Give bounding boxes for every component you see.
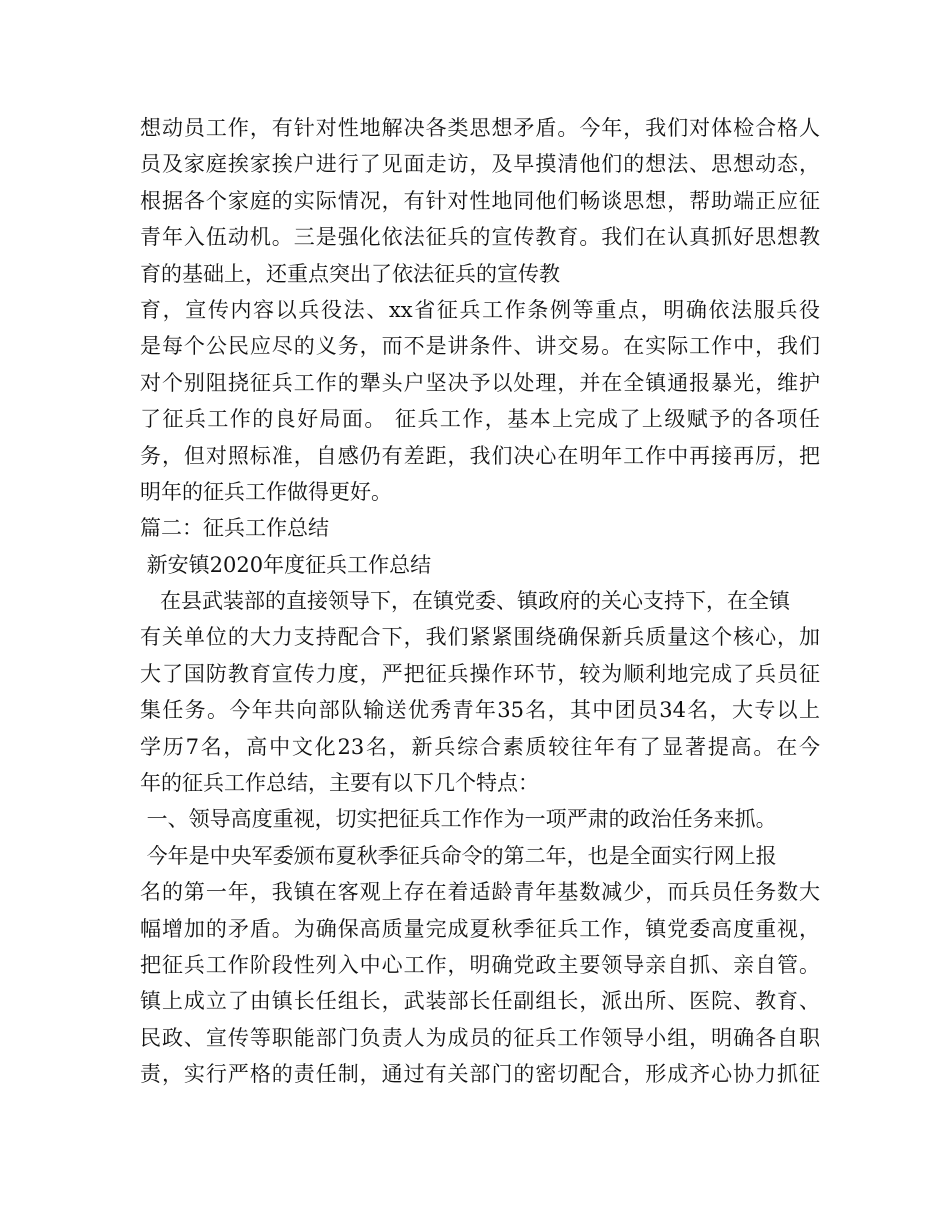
text-line: 育，宣传内容以兵役法、xx省征兵工作条例等重点，明确依法服兵役 (140, 297, 820, 322)
text-line: 对个别阻挠征兵工作的犟头户坚决予以处理，并在全镇通报暴光，维护 (140, 370, 820, 395)
text-line: 了征兵工作的良好局面。 征兵工作，基本上完成了上级赋予的各项任 (140, 407, 820, 432)
text-line: 有关单位的大力支持配合下，我们紧紧围绕确保新兵质量这个核心，加 (140, 625, 820, 650)
text-line: 幅增加的矛盾。为确保高质量完成夏秋季征兵工作，镇党委高度重视， (140, 916, 820, 941)
text-line: 青年入伍动机。三是强化依法征兵的宣传教育。我们在认真抓好思想教 (140, 225, 820, 250)
text-line: 民政、宣传等职能部门负责人为成员的征兵工作领导小组，明确各自职 (140, 1025, 820, 1050)
subsection-heading: 一、领导高度重视，切实把征兵工作作为一项严肃的政治任务来抓。 (140, 807, 777, 832)
section-heading: 篇二：征兵工作总结 (140, 516, 329, 541)
document-title: 新安镇2020年度征兵工作总结 (140, 552, 432, 577)
text-line: 是每个公民应尽的义务，而不是讲条件、讲交易。在实际工作中，我们 (140, 334, 820, 359)
text-line: 集任务。今年共向部队输送优秀青年35名，其中团员34名，大专以上 (140, 698, 820, 723)
text-line: 学历7名，高中文化23名，新兵综合素质较往年有了显著提高。在今 (140, 734, 820, 759)
text-line: 育的基础上，还重点突出了依法征兵的宣传教 (140, 261, 560, 286)
text-line: 责，实行严格的责任制，通过有关部门的密切配合，形成齐心协力抓征 (140, 1062, 820, 1087)
text-line: 根据各个家庭的实际情况，有针对性地同他们畅谈思想，帮助端正应征 (140, 188, 820, 213)
text-line: 年的征兵工作总结，主要有以下几个特点： (140, 771, 539, 796)
text-line: 名的第一年，我镇在客观上存在着适龄青年基数减少，而兵员任务数大 (140, 880, 820, 905)
text-line: 员及家庭挨家挨户进行了见面走访，及早摸清他们的想法、思想动态， (140, 152, 820, 177)
document-body (140, 110, 820, 1093)
text-line: 镇上成立了由镇长任组长，武装部长任副组长，派出所、医院、教育、 (140, 989, 820, 1014)
text-line: 明年的征兵工作做得更好。 (140, 479, 392, 504)
text-line: 把征兵工作阶段性列入中心工作，明确党政主要领导亲自抓、亲自管。 (140, 952, 820, 977)
text-line: 务，但对照标准，自感仍有差距，我们决心在明年工作中再接再厉，把 (140, 443, 820, 468)
text-line: 今年是中央军委颁布夏秋季征兵命令的第二年，也是全面实行网上报 (140, 843, 777, 868)
text-line: 大了国防教育宣传力度，严把征兵操作环节，较为顺利地完成了兵员征 (140, 661, 820, 686)
text-line: 想动员工作，有针对性地解决各类思想矛盾。今年，我们对体检合格人 (140, 116, 820, 140)
text-line: 在县武装部的直接领导下，在镇党委、镇政府的关心支持下，在全镇 (140, 589, 791, 614)
